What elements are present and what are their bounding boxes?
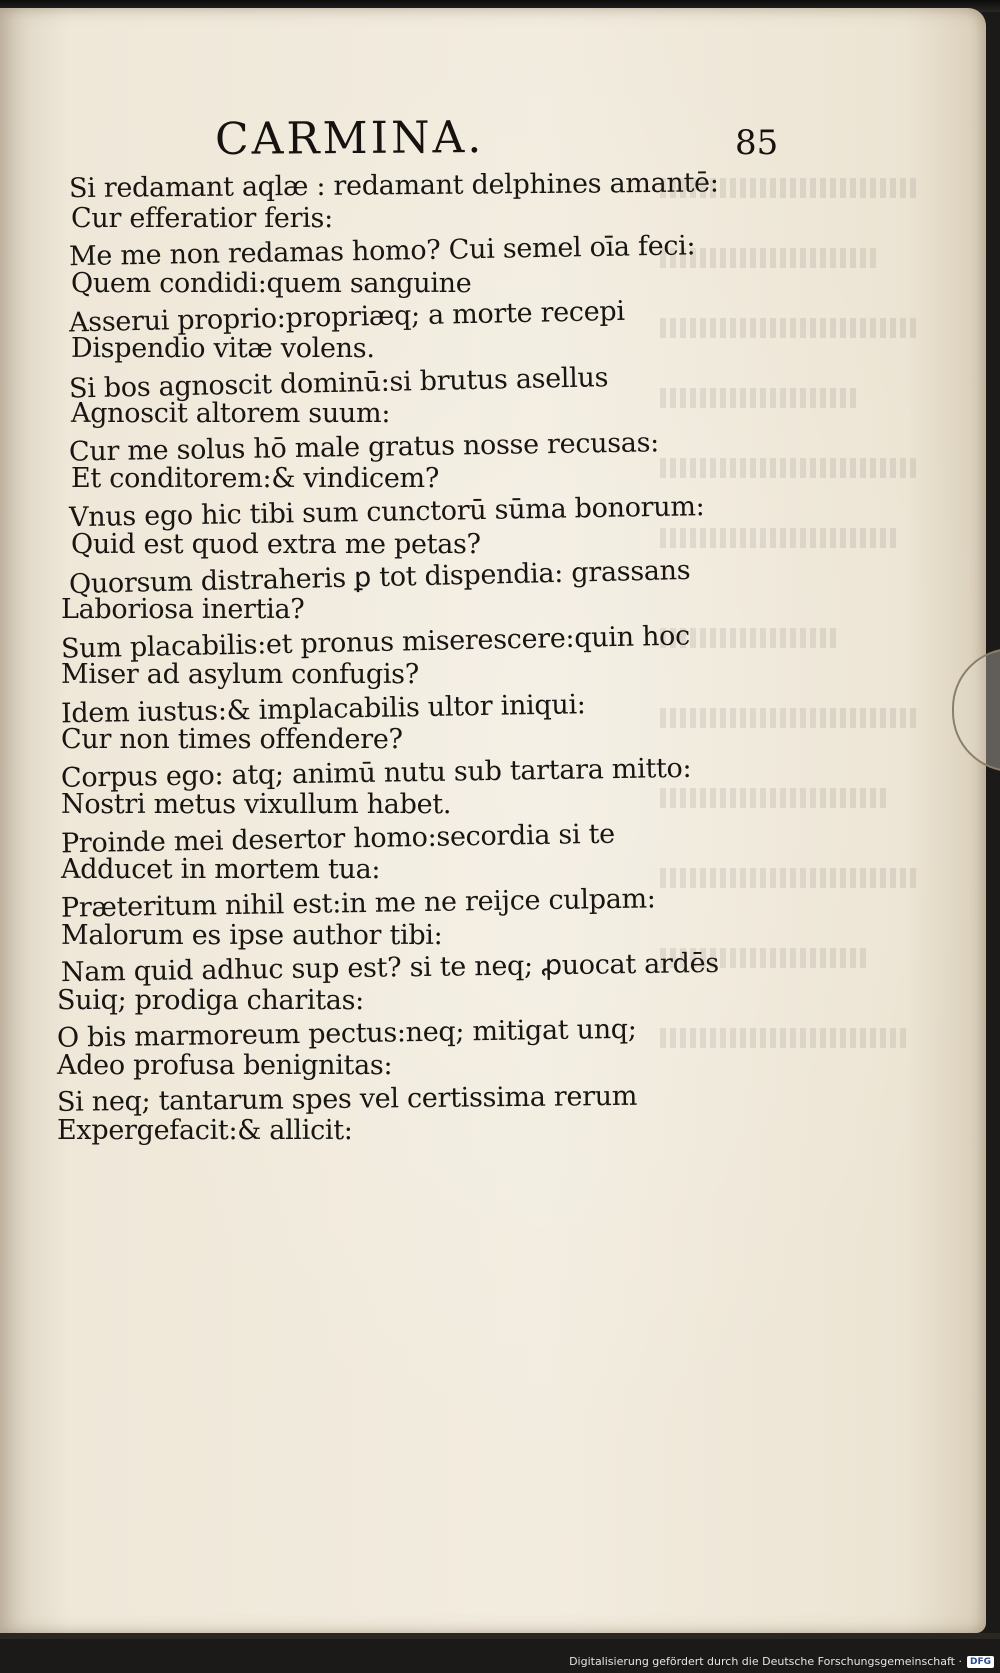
running-header [215, 113, 795, 173]
verse-line: Cur me solus hō male gratus nosse recusas: [68, 427, 660, 468]
verse-line: Me me non redamas homo? Cui semel oīa feci: [68, 230, 696, 273]
poem-text [55, 167, 795, 1148]
verse-line: Asserui proprio:propriæq; a morte recepi [68, 296, 625, 339]
verse-line: Quorsum distraheris ꝑ tot dispendia: grassans [68, 555, 691, 601]
verse-line: Sum placabilis:et pronus miserescere:quin hoc [60, 620, 691, 665]
verse-line: Adducet in mortem tua: [61, 854, 381, 886]
verse-line: O bis marmoreum pectus:neq; mitigat unq; [56, 1014, 637, 1055]
dfg-logo-icon: DFG [967, 1656, 994, 1668]
verse-line: Præteritum nihil est:in me ne reijce culpam: [60, 883, 656, 924]
verse-line: Si redamant aqlæ : redamant delphines amantē: [68, 167, 719, 205]
verse-line: Quid est quod extra me petas? [71, 528, 481, 560]
verse-line: Nostri metus vixullum habet. [61, 789, 452, 821]
verse-line: Laboriosa inertia? [61, 593, 305, 625]
verse-line: Corpus ego: atq; animū nutu sub tartara mitto: [60, 752, 692, 794]
digitization-credit [569, 1655, 994, 1668]
verse-line: Agnoscit altorem suum: [71, 398, 391, 430]
verse-line: Si bos agnoscit dominū:si brutus asellus [68, 361, 609, 405]
page-number: 85 [735, 123, 779, 163]
verse-line: Proinde mei desertor homo:secordia si te [60, 818, 616, 860]
running-title: CARMINA. [214, 112, 485, 165]
book-edge [0, 1633, 1000, 1639]
book-page [0, 8, 986, 1633]
verse-line: Idem iustus:& implacabilis ultor iniqui: [60, 688, 586, 729]
verse-line: Malorum es ipse author tibi: [61, 919, 443, 951]
verse-line: Dispendio vitæ volens. [71, 332, 375, 364]
verse-line: Expergefacit:& allicit: [57, 1115, 353, 1147]
verse-line: Vnus ego hic tibi sum cunctorū sūma bonorum: [68, 491, 705, 534]
verse-line: Et conditorem:& vindicem? [71, 463, 440, 495]
verse-line: Quem condidi:quem sanguine [71, 267, 472, 299]
verse-line: Nam quid adhuc sup est? si te neq; ꝓuocat ardēs [60, 948, 720, 989]
page-clip [952, 648, 1000, 772]
verse-line: Suiq; prodiga charitas: [57, 984, 364, 1016]
verse-line: Adeo profusa benignitas: [57, 1050, 393, 1082]
verse-line: Miser ad asylum confugis? [61, 658, 419, 690]
verse-line: Cur non times offendere? [61, 724, 403, 756]
verse-line: Si neq; tantarum spes vel certissima rerum [56, 1080, 638, 1118]
verse-line: Cur efferatior feris: [71, 202, 333, 234]
credit-text: Digitalisierung gefördert durch die Deutsche Forschungsgemeinschaft · [569, 1655, 962, 1668]
